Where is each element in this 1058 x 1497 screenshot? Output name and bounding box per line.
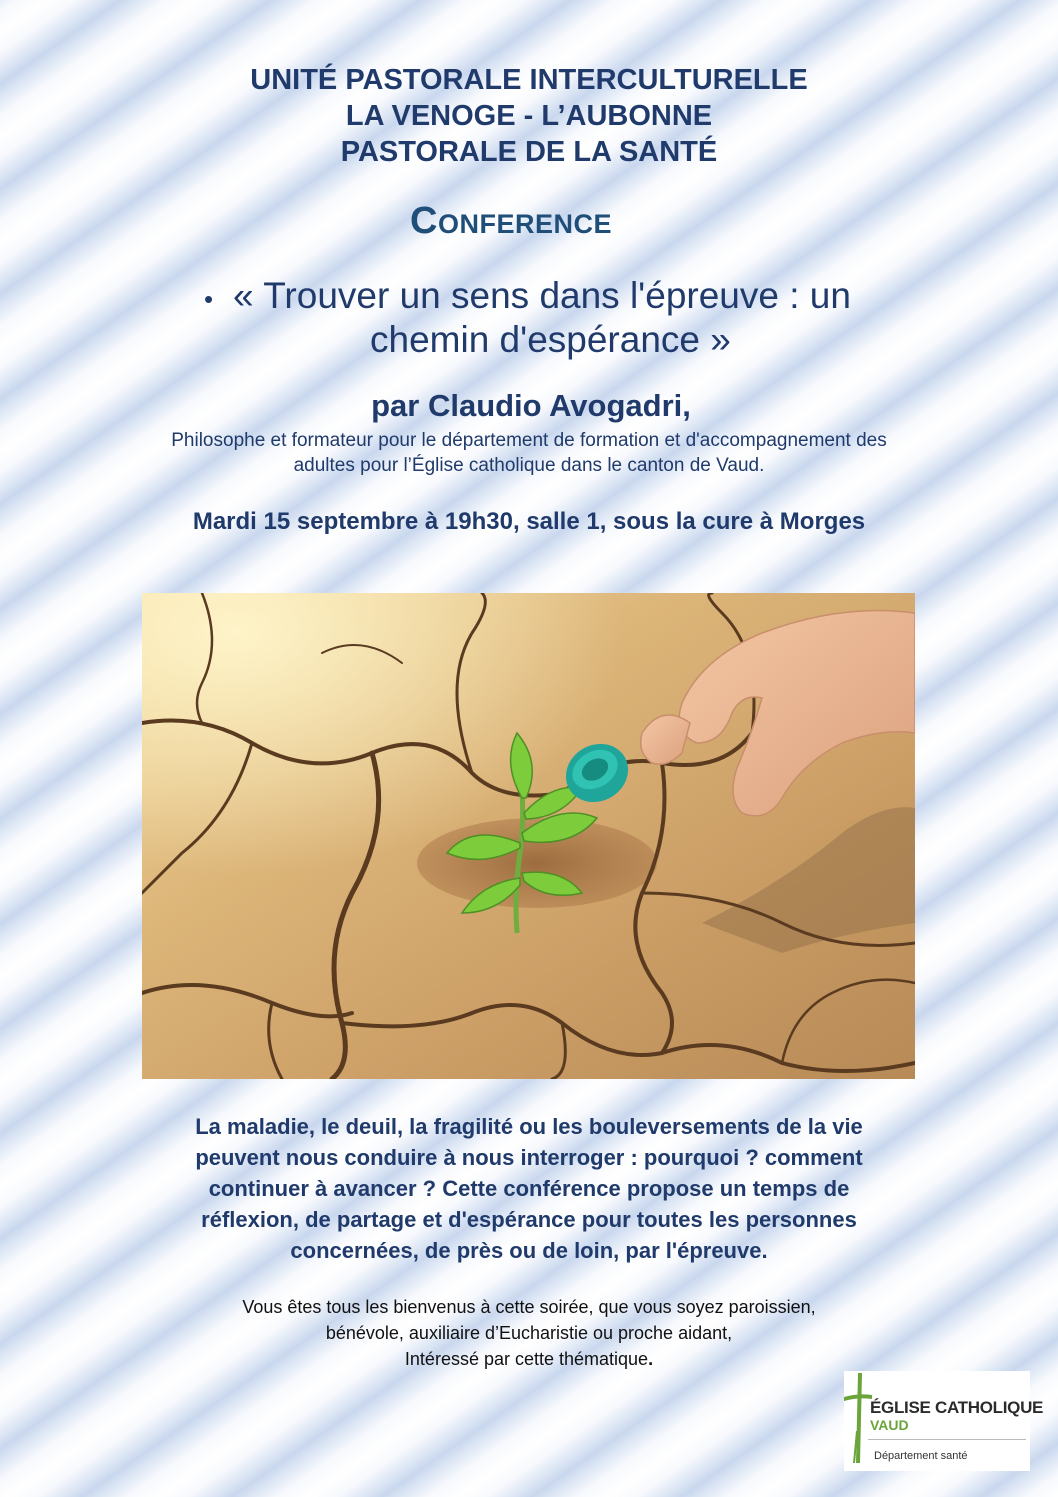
description-line-4: réflexion, de partage et d'espérance pour toutes les personnes: [201, 1207, 857, 1232]
header-line-3: PASTORALE DE LA SANTÉ: [340, 136, 718, 168]
header: [0, 62, 1058, 170]
eglise-catholique-vaud-logo: [844, 1371, 1044, 1471]
welcome-line-3-text: Intéressé par cette thématique: [404, 1349, 649, 1369]
header-line-1: UNITÉ PASTORALE INTERCULTURELLE: [250, 64, 808, 96]
event-date-place: Mardi 15 septembre à 19h30, salle 1, sous la cure à Morges: [192, 508, 866, 535]
description-paragraph: [140, 1111, 918, 1266]
bullet-icon: •: [204, 284, 214, 314]
description-line-3: continuer à avancer ? Cette conférence propose un temps de: [208, 1176, 850, 1201]
welcome-line-1: Vous êtes tous les bienvenus à cette soirée, que vous soyez paroissien,: [242, 1297, 816, 1317]
welcome-line-3: [150, 1346, 908, 1372]
conference-heading-rest: ONFERENCE: [437, 209, 612, 239]
logo-subtitle: VAUD: [870, 1417, 909, 1433]
speaker-name-text: par Claudio Avogadri,: [371, 388, 691, 423]
logo-title: ÉGLISE CATHOLIQUE: [870, 1398, 1044, 1417]
welcome-paragraph: [150, 1294, 908, 1372]
seedling-photo: [142, 593, 915, 1079]
welcome-line-2: bénévole, auxiliaire d’Eucharistie ou proche aidant,: [325, 1323, 733, 1343]
logo-divider: [868, 1439, 1026, 1440]
header-line-2: LA VENOGE - L’AUBONNE: [345, 100, 713, 132]
speaker-description-line-1: Philosophe et formateur pour le département de formation et d'accompagnement des: [171, 430, 887, 451]
welcome-line-3-end: .: [648, 1349, 654, 1369]
logo-department: Département santé: [874, 1450, 968, 1462]
speaker-description: [100, 428, 958, 478]
description-line-2: peuvent nous conduire à nous interroger : pourquoi ? comment: [195, 1145, 863, 1170]
description-line-1: La maladie, le deuil, la fragilité ou les bouleversements de la vie: [195, 1114, 863, 1139]
speaker-name: [0, 388, 1058, 424]
description-line-5: concernées, de près ou de loin, par l'épreuve.: [290, 1238, 768, 1263]
talk-title-line-1: « Trouver un sens dans l'épreuve : un: [233, 275, 851, 316]
speaker-description-line-2: adultes pour l’Église catholique dans le canton de Vaud.: [293, 455, 765, 476]
talk-title-line-2: chemin d'espérance »: [370, 319, 731, 360]
conference-heading-cap: C: [410, 200, 438, 242]
conference-heading: [410, 200, 612, 243]
